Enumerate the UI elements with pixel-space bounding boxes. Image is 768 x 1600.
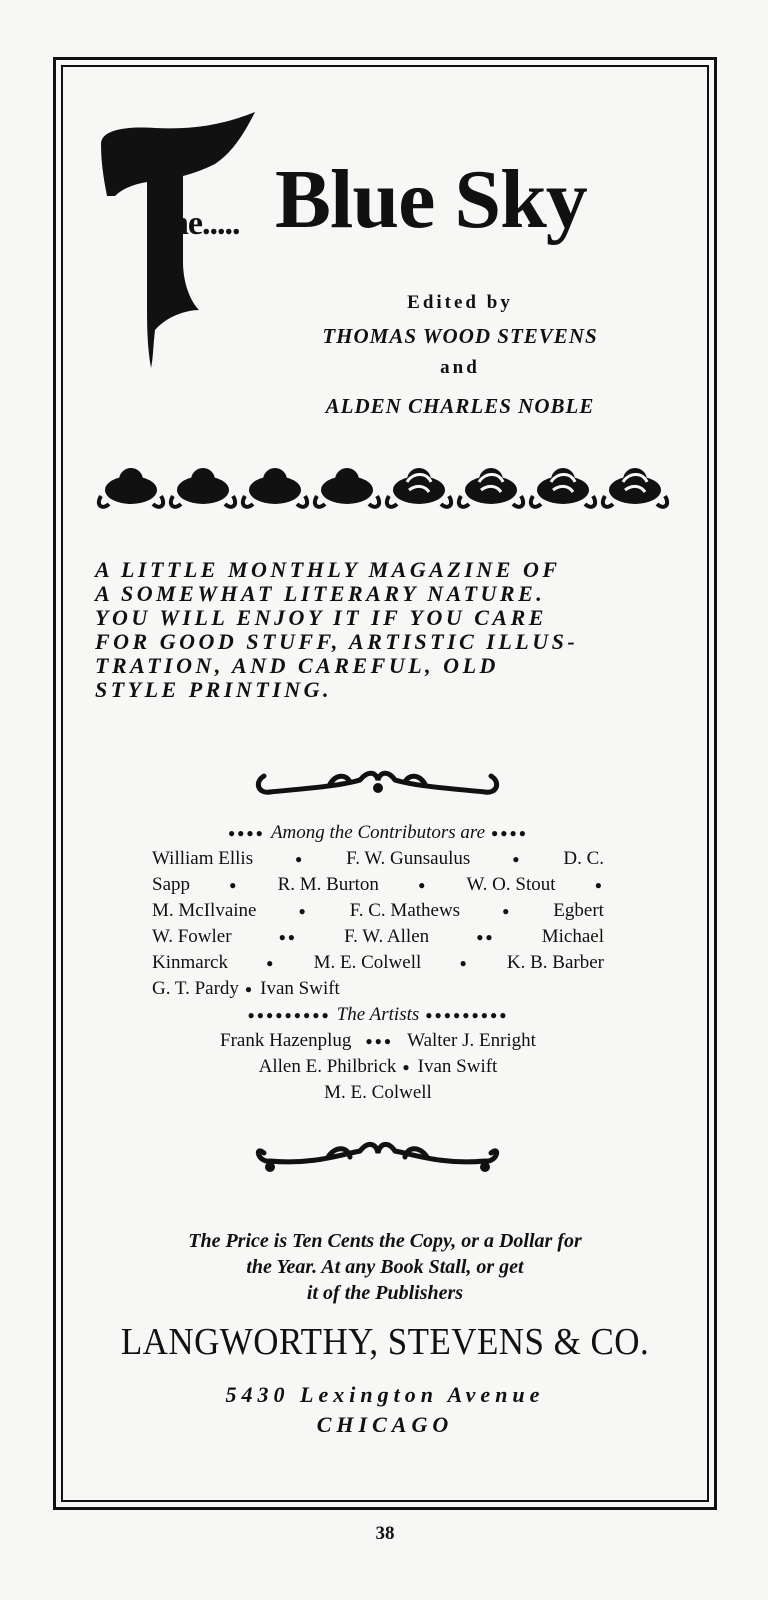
editor-name: THOMAS WOOD STEVENS xyxy=(322,324,598,348)
artists-heading-line xyxy=(152,1002,604,1028)
price-line: the Year. At any Book Stall, or get xyxy=(246,1256,524,1278)
bullet-dot: ● xyxy=(594,878,604,892)
rose-ornament-outline xyxy=(387,468,451,507)
contributors-heading: Among the Contributors are xyxy=(270,822,486,843)
price-line: it of the Publishers xyxy=(306,1282,464,1304)
contributor-name: Sapp xyxy=(152,874,190,895)
contributors-section xyxy=(152,820,604,1106)
editor-name: ALDEN CHARLES NOBLE xyxy=(325,394,595,418)
bullet-dot: ● xyxy=(295,852,305,866)
contributors-line xyxy=(152,872,604,898)
contributor-name: Egbert xyxy=(553,900,604,921)
price-line: The Price is Ten Cents the Copy, or a Dollar for xyxy=(188,1230,582,1252)
rose-ornament-outline xyxy=(603,468,667,507)
description-line: A LITTLE MONTHLY MAGAZINE OF xyxy=(95,557,561,582)
description-line: A SOMEWHAT LITERARY NATURE. xyxy=(95,581,546,606)
artist-name: M. E. Colwell xyxy=(324,1082,432,1103)
edited-by-label: Edited by xyxy=(407,292,513,313)
artist-name: Walter J. Enright xyxy=(407,1030,536,1051)
scroll-ornament xyxy=(250,762,505,802)
contributors-line xyxy=(152,924,604,950)
contributor-name: M. E. Colwell xyxy=(313,952,422,973)
contributors-line xyxy=(152,898,604,924)
artists-line xyxy=(152,1080,604,1106)
bullet-dot: ● xyxy=(229,878,239,892)
contributors-line xyxy=(152,950,604,976)
artist-name: Ivan Swift xyxy=(417,1056,498,1077)
artists-line xyxy=(152,1028,604,1054)
contributor-name: K. B. Barber xyxy=(506,952,604,973)
rose-ornament-outline xyxy=(531,468,595,507)
magazine-description xyxy=(95,558,680,702)
contributor-name: W. O. Stout xyxy=(466,874,556,895)
bullet-dot: ● xyxy=(418,878,428,892)
title-prefix: he..... xyxy=(170,205,240,242)
bullet-dots: ●●●●●●●●● xyxy=(247,1008,331,1022)
description-line: YOU WILL ENJOY IT IF YOU CARE xyxy=(95,605,547,630)
contributor-name: Michael xyxy=(541,926,604,947)
rose-ornament xyxy=(99,468,163,507)
artists-heading: The Artists xyxy=(336,1004,420,1025)
rose-ornament xyxy=(243,468,307,507)
bullet-dots: ●●●●●●●●● xyxy=(425,1008,509,1022)
contributor-name: Kinmarck xyxy=(152,952,228,973)
description-line: TRATION, AND CAREFUL, OLD xyxy=(95,653,499,678)
contributor-name: W. Fowler xyxy=(152,926,232,947)
artist-name: Allen E. Philbrick xyxy=(258,1056,397,1077)
flower-ornament-row xyxy=(95,466,675,514)
publisher-name: LANGWORTHY, STEVENS & CO. xyxy=(120,1321,650,1363)
bullet-dots: ●● xyxy=(278,930,298,944)
contributor-name: F. W. Allen xyxy=(344,926,430,947)
contributor-name: William Ellis xyxy=(152,848,254,869)
bullet-dots: ●● xyxy=(476,930,495,944)
contributor-name: M. McIlvaine xyxy=(152,900,257,921)
description-line: FOR GOOD STUFF, ARTISTIC ILLUS- xyxy=(95,629,579,654)
street-address: 5430 Lexington Avenue xyxy=(225,1382,545,1407)
rose-ornament xyxy=(171,468,235,507)
magazine-title: Blue Sky xyxy=(275,153,587,246)
bullet-dot: ● xyxy=(512,852,522,866)
scroll-ornament xyxy=(250,1135,505,1175)
artist-name: Frank Hazenplug xyxy=(220,1030,352,1051)
bullet-dot: ● xyxy=(298,904,308,918)
page-number: 38 xyxy=(375,1523,395,1544)
contributor-name: D. C. xyxy=(563,848,604,869)
publisher-address xyxy=(100,1380,670,1440)
bullet-dot: ● xyxy=(266,956,276,970)
city: CHICAGO xyxy=(316,1412,454,1437)
contributor-name: F. C. Mathews xyxy=(349,900,461,921)
rose-ornament xyxy=(315,468,379,507)
bullet-dot: ● xyxy=(402,1060,412,1074)
bullet-dot: ● xyxy=(244,982,255,996)
contributor-name: G. T. Pardy xyxy=(152,978,239,999)
contributors-heading-line xyxy=(152,820,604,846)
bullet-dots: ●●●● xyxy=(491,826,529,840)
bullet-dot: ● xyxy=(459,956,469,970)
rose-ornament-outline xyxy=(459,468,523,507)
bullet-dots: ●●● xyxy=(365,1034,394,1048)
contributors-line xyxy=(152,846,604,872)
artists-line xyxy=(152,1054,604,1080)
bullet-dot: ● xyxy=(502,904,512,918)
contributors-line xyxy=(152,976,604,1002)
bullet-dots: ●●●● xyxy=(227,826,265,840)
contributor-name: Ivan Swift xyxy=(260,978,340,999)
price-notice xyxy=(90,1228,680,1306)
conjunction-and: and xyxy=(440,357,480,378)
contributor-name: F. W. Gunsaulus xyxy=(346,848,471,869)
contributor-name: R. M. Burton xyxy=(277,874,379,895)
description-line: STYLE PRINTING. xyxy=(95,677,333,702)
